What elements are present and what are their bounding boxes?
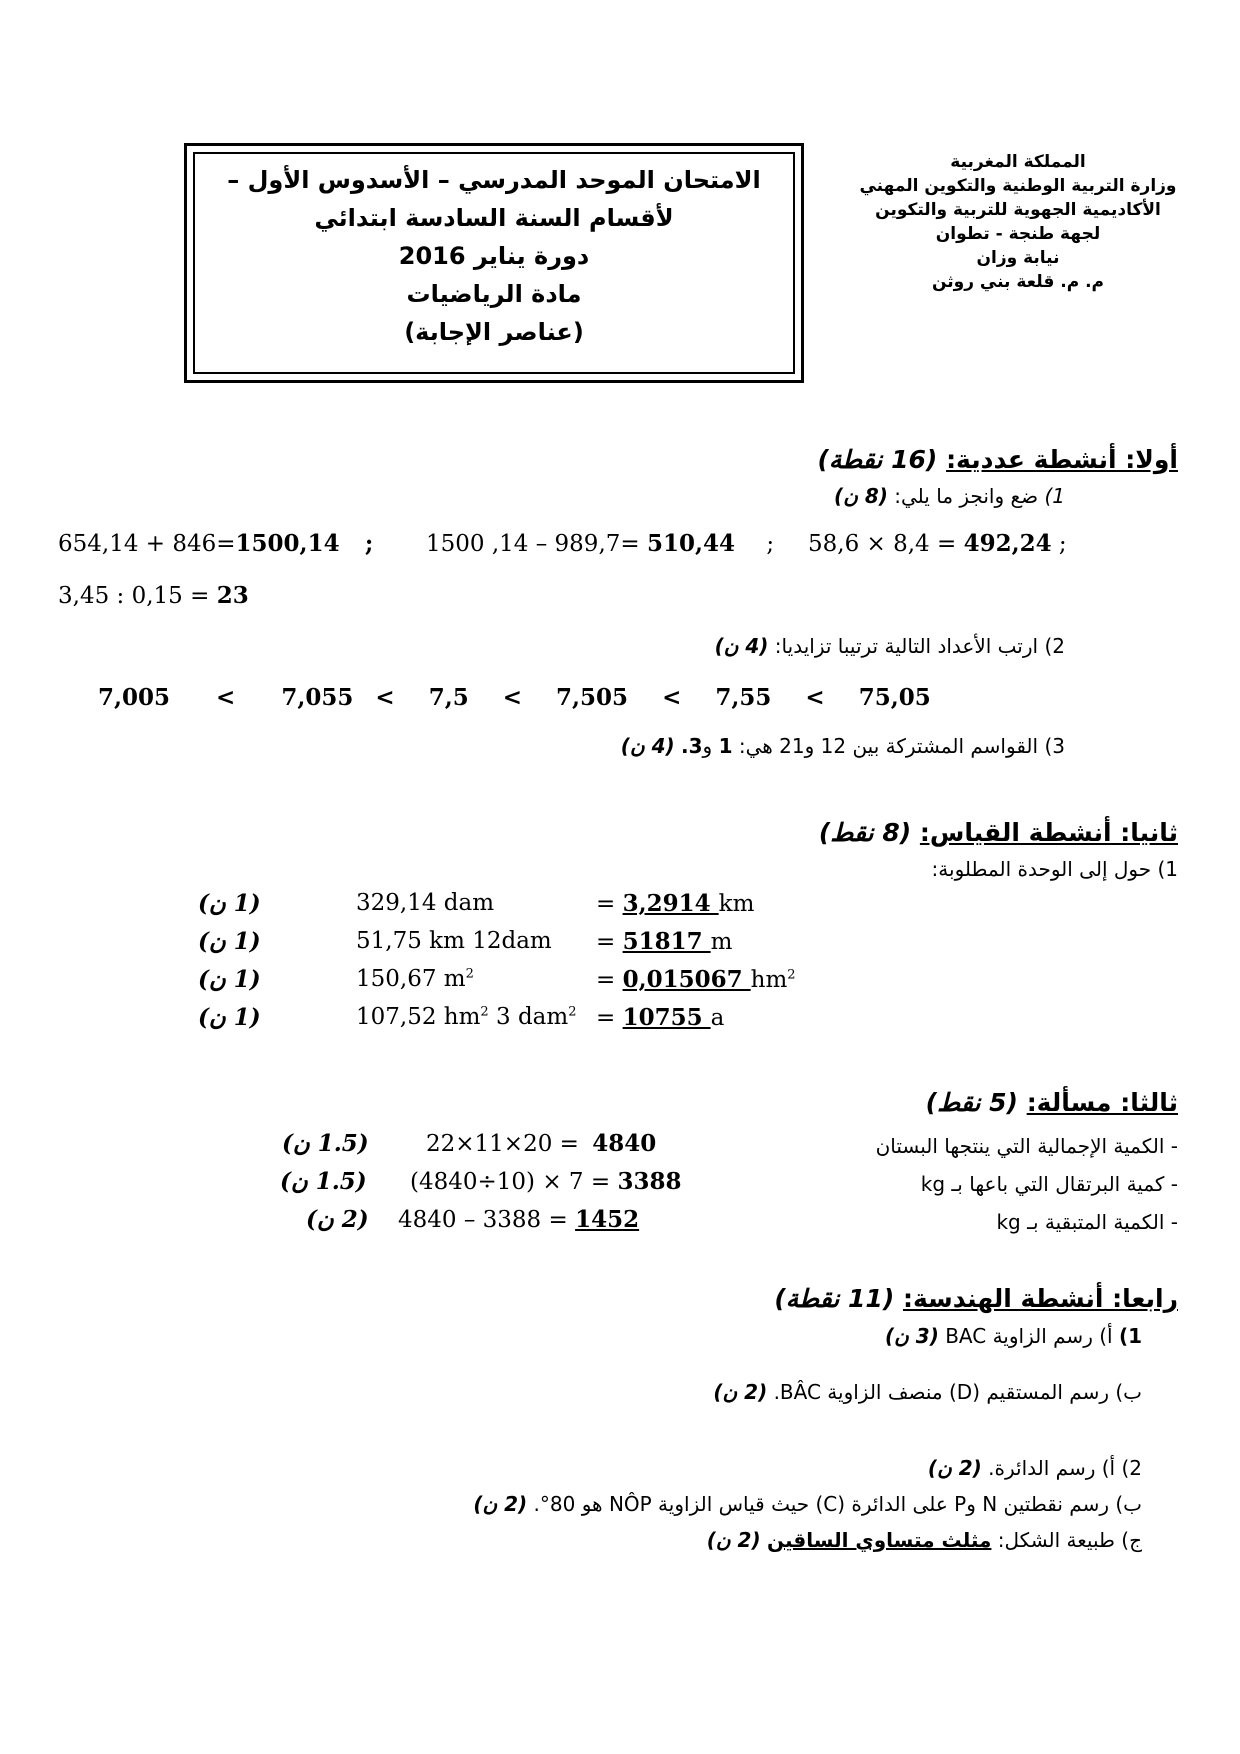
- s1-q2-points: (4 ن): [714, 634, 769, 658]
- conversion-answer: 0,015067: [622, 966, 751, 993]
- conversion-given: 51,75 km 12dam: [356, 928, 552, 954]
- conversion-points: (1 ن): [198, 1004, 261, 1031]
- operation-2-expr: 1500 ,14 – 989,7=: [426, 531, 640, 557]
- exam-title: الامتحان الموحد المدرسي – الأسدوس الأول –: [227, 166, 761, 194]
- conversion-answer: 3,2914: [622, 890, 719, 917]
- problem-points: (2 ن): [306, 1206, 369, 1233]
- problem-calc: [410, 1168, 681, 1195]
- conversion-result: [596, 890, 754, 917]
- problem-answer: 4840: [592, 1130, 657, 1157]
- conversion-given-value: 107,52 hm: [356, 1004, 481, 1030]
- s1-q1-text: ضع وانجز ما يلي:: [894, 484, 1039, 508]
- section-3-points: (5 نقط): [925, 1088, 1018, 1117]
- ordered-number: 7,005: [98, 684, 171, 711]
- section-1-points: (16 نقطة): [817, 445, 938, 474]
- s1-q1: [834, 484, 1065, 508]
- operation-2: [426, 530, 774, 557]
- problem-label: - الكمية المتبقية بـ kg: [996, 1210, 1178, 1234]
- section-2-title-text: ثانيا: أنشطة القياس:: [919, 818, 1178, 847]
- conversion-points: (1 ن): [198, 890, 261, 917]
- section-1-title: [817, 445, 1178, 474]
- problem-answer: 3388: [617, 1168, 682, 1195]
- conversion-result: [596, 966, 796, 993]
- conversion-unit: km: [718, 891, 755, 917]
- institution-line: نيابة وزان: [976, 248, 1060, 268]
- operation-3-expr: 58,6 × 8,4 =: [808, 531, 957, 557]
- problem-calc: [426, 1130, 656, 1157]
- operation-1-expr: 654,14 + 846=: [58, 531, 236, 557]
- s1-q1-label: 1): [1044, 484, 1065, 508]
- exam-subject: مادة الرياضيات: [406, 280, 582, 308]
- s4-q2a-text: أ) رسم الدائرة.: [988, 1456, 1116, 1480]
- operation-2-answer: 510,44: [646, 530, 736, 557]
- conversion-unit: a: [710, 1005, 725, 1031]
- s4-q2c-answer: مثلث متساوي الساقين: [766, 1528, 992, 1552]
- s4-q2c-text: ج) طبيعة الشكل:: [997, 1528, 1142, 1552]
- s4-q2a: [928, 1456, 1142, 1480]
- problem-calc: [398, 1206, 639, 1233]
- operation-1: [58, 530, 373, 557]
- s1-q3-and: و: [702, 734, 713, 758]
- s4-q2b-points: (2 ن): [473, 1492, 528, 1516]
- s2-q1-label: 1): [1157, 857, 1178, 881]
- exam-title-box: [184, 143, 804, 383]
- conversion-result: [596, 928, 732, 955]
- s4-q1a-text: أ) رسم الزاوية BAC: [945, 1324, 1113, 1348]
- institution-line: وزارة التربية الوطنية والتكوين المهني: [859, 176, 1177, 196]
- section-3-title: [926, 1088, 1178, 1117]
- problem-expr: 22×11×20 =: [426, 1131, 579, 1157]
- equals-sign: =: [596, 929, 616, 955]
- exam-title-box-inner: [193, 152, 795, 374]
- operation-4-answer: 23: [216, 582, 249, 609]
- institution-line: الأكاديمية الجهوية للتربية والتكوين: [875, 200, 1161, 220]
- conversion-given: [356, 966, 474, 992]
- section-4-title: [774, 1284, 1178, 1313]
- operation-3-answer: 492,24: [963, 530, 1052, 557]
- ordered-number: 7,5: [428, 684, 469, 711]
- problem-points: (1.5 ن): [282, 1130, 369, 1157]
- conversion-answer: 51817: [622, 928, 711, 955]
- ordered-number: 7,55: [715, 684, 772, 711]
- s1-q2: [715, 634, 1065, 658]
- less-than: <: [805, 684, 825, 711]
- s1-q2-text: ارتب الأعداد التالية ترتيبا تزايديا:: [774, 634, 1039, 658]
- ordered-number: 7,505: [556, 684, 629, 711]
- equals-sign: =: [596, 967, 616, 993]
- section-3-title-text: ثالثا: مسألة:: [1026, 1088, 1178, 1117]
- separator: ;: [766, 531, 775, 557]
- s4-q2b-text: ب) رسم نقطتين N وP على الدائرة (C) حيث قياس الزاوية NÔP هو 80°.: [533, 1492, 1142, 1516]
- conversion-points: (1 ن): [198, 928, 261, 955]
- ordered-number: 7,055: [281, 684, 354, 711]
- ordered-numbers: [98, 684, 931, 711]
- operation-4-expr: 3,45 : 0,15 =: [58, 583, 210, 609]
- s4-q1b: [713, 1380, 1142, 1404]
- separator: ;: [364, 530, 374, 557]
- less-than: <: [502, 684, 522, 711]
- squared: 2: [787, 967, 796, 983]
- s1-q1-points: (8 ن): [834, 484, 888, 508]
- s1-q3-text: القواسم المشتركة بين 12 و21 هي:: [738, 734, 1039, 758]
- exam-level: لأقسام السنة السادسة ابتدائي: [314, 204, 674, 232]
- section-4-title-text: رابعا: أنشطة الهندسة:: [902, 1284, 1178, 1313]
- section-2-title: [819, 818, 1178, 847]
- s4-q2c: [707, 1528, 1142, 1552]
- s4-q2b: [473, 1492, 1142, 1516]
- squared: 2: [568, 1004, 577, 1020]
- institution-line: م. م. قلعة بني روثن: [931, 272, 1105, 292]
- institution-line: المملكة المغربية: [950, 152, 1086, 172]
- operation-4: [58, 582, 249, 609]
- exam-session: دورة يناير 2016: [398, 242, 590, 270]
- equals-sign: =: [596, 1005, 616, 1031]
- conversion-answer: 10755: [622, 1004, 711, 1031]
- s2-q1-text: حول إلى الوحدة المطلوبة:: [931, 857, 1152, 881]
- less-than: <: [216, 684, 236, 711]
- s2-q1: [932, 857, 1178, 881]
- conversion-points: (1 ن): [198, 966, 261, 993]
- problem-expr: (4840÷10) × 7 =: [410, 1169, 611, 1195]
- squared: 2: [465, 966, 474, 982]
- s1-q3-points: (4 ن): [620, 734, 675, 758]
- s4-q2a-points: (2 ن): [927, 1456, 982, 1480]
- operation-1-answer: 1500,14: [235, 530, 340, 557]
- less-than: <: [375, 684, 395, 711]
- section-1-title-text: أولا: أنشطة عددية:: [946, 445, 1178, 474]
- less-than: <: [662, 684, 682, 711]
- s1-q3-divisor-a: 1: [718, 734, 733, 758]
- problem-label: - كمية البرتقال التي باعها بـ kg: [920, 1172, 1178, 1196]
- conversion-given-extra: 3 dam: [488, 1004, 569, 1030]
- problem-expr: 4840 – 3388 =: [398, 1207, 568, 1233]
- conversion-unit: hm: [750, 967, 788, 993]
- conversion-result: [596, 1004, 724, 1031]
- squared: 2: [480, 1004, 489, 1020]
- conversion-given: 329,14 dam: [356, 890, 495, 916]
- institution-header: [838, 152, 1198, 296]
- s4-q1a-points: (3 ن): [884, 1324, 939, 1348]
- section-4-points: (11 نقطة): [774, 1284, 895, 1313]
- s4-q1a: [885, 1324, 1142, 1348]
- conversion-given-value: 150,67 m: [356, 966, 466, 992]
- s4-q1-label: 1): [1118, 1324, 1142, 1348]
- problem-label: - الكمية الإجمالية التي ينتجها البستان: [875, 1134, 1178, 1158]
- equals-sign: =: [596, 891, 616, 917]
- separator: ;: [1058, 531, 1067, 557]
- s1-q2-label: 2): [1044, 634, 1065, 658]
- s1-q3: [621, 734, 1065, 758]
- s4-q1b-text: ب) رسم المستقيم (D) منصف الزاوية BÂC.: [773, 1380, 1142, 1404]
- conversion-given: [356, 1004, 577, 1030]
- problem-points: (1.5 ن): [280, 1168, 367, 1195]
- problem-answer: 1452: [575, 1206, 640, 1233]
- s1-q3-divisor-b: 3.: [681, 734, 703, 758]
- section-2-points: (8 نقط): [818, 818, 912, 847]
- conversion-unit: m: [710, 929, 733, 955]
- s1-q3-label: 3): [1044, 734, 1065, 758]
- ordered-number: 75,05: [858, 684, 931, 711]
- operation-3: [808, 530, 1067, 557]
- exam-doc-type: (عناصر الإجابة): [404, 318, 584, 346]
- s4-q2c-points: (2 ن): [706, 1528, 761, 1552]
- s4-q2-label: 2): [1121, 1456, 1142, 1480]
- institution-line: لجهة طنجة - تطوان: [935, 224, 1101, 244]
- s4-q1b-points: (2 ن): [713, 1380, 768, 1404]
